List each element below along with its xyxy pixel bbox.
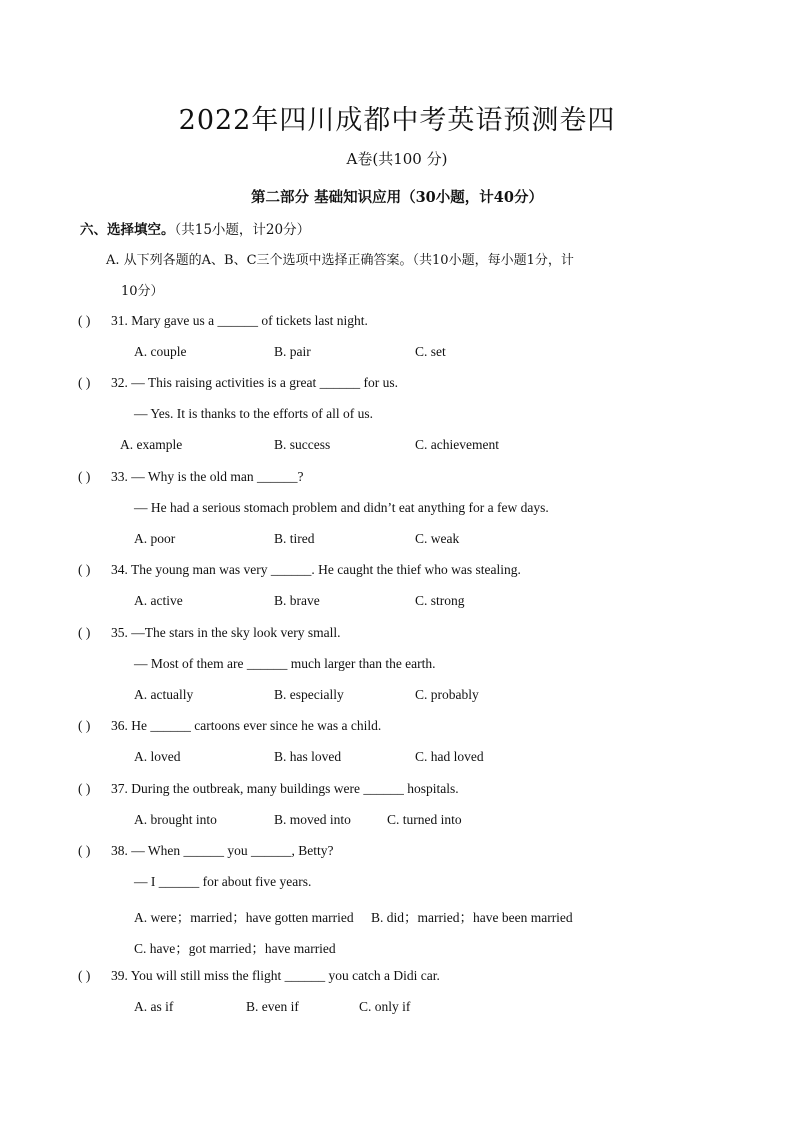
option-b: B. even if	[246, 999, 299, 1014]
option-c: C. have；got married；have married	[134, 941, 336, 956]
question-text: 31. Mary gave us a ______ of tickets last night.	[111, 313, 368, 328]
question-text: 37. During the outbreak, many buildings were ______ hospitals.	[111, 781, 459, 796]
option-b: B. pair	[274, 344, 311, 359]
option-a: A. as if	[134, 999, 174, 1014]
section-heading-note: （共15小题，计20分）	[174, 222, 311, 238]
option-c: C. had loved	[415, 749, 484, 764]
option-b: B. especially	[274, 687, 344, 702]
question-reply: — Most of them are ______ much larger than the earth.	[134, 656, 436, 671]
option-b: B. has loved	[274, 749, 342, 764]
question-text: 33. — Why is the old man ______?	[111, 469, 304, 484]
instruction-line-1: A. 从下列各题的A、B、C三个选项中选择正确答案。（共10小题，每小题1分，计	[106, 253, 574, 268]
option-a: A. were；married；have gotten married	[134, 910, 354, 925]
option-c: C. probably	[415, 687, 479, 702]
page-title: 2022年四川成都中考英语预测卷四	[178, 105, 616, 136]
question-reply: — He had a serious stomach problem and didn’t eat anything for a few days.	[134, 500, 549, 515]
answer-blank[interactable]: ( )	[78, 562, 91, 577]
answer-blank[interactable]: ( )	[78, 313, 91, 328]
option-c: C. turned into	[387, 812, 462, 827]
option-b: B. did；married；have been married	[371, 910, 573, 925]
page-subtitle: A卷(共100 分)	[346, 150, 448, 168]
option-a: A. actually	[134, 687, 194, 702]
option-c: C. only if	[359, 999, 411, 1014]
section-heading-label: 六、选择填空。	[80, 222, 175, 238]
question-text: 32. — This raising activities is a great ______ for us.	[111, 375, 398, 390]
option-b: B. moved into	[274, 812, 351, 827]
option-b: B. brave	[274, 593, 320, 608]
option-a: A. active	[134, 593, 183, 608]
option-a: A. poor	[134, 531, 176, 546]
answer-blank[interactable]: ( )	[78, 968, 91, 983]
option-a: A. couple	[134, 344, 187, 359]
question-reply: — I ______ for about five years.	[134, 874, 312, 889]
option-c: C. achievement	[415, 437, 499, 452]
instruction-line-2: 10分）	[121, 284, 164, 299]
section-heading	[80, 218, 310, 238]
option-b: B. success	[274, 437, 331, 452]
part-heading: 第二部分 基础知识应用（30小题，计40分）	[251, 189, 543, 206]
question-text: 39. You will still miss the flight ______ you catch a Didi car.	[111, 968, 440, 983]
option-c: C. weak	[415, 531, 460, 546]
question-text: 38. — When ______ you ______, Betty?	[111, 843, 334, 858]
option-a: A. brought into	[134, 812, 217, 827]
option-c: C. strong	[415, 593, 465, 608]
answer-blank[interactable]: ( )	[78, 469, 91, 484]
question-reply: — Yes. It is thanks to the efforts of all of us.	[134, 406, 373, 421]
option-a: A. example	[120, 437, 183, 452]
option-a: A. loved	[134, 749, 181, 764]
answer-blank[interactable]: ( )	[78, 718, 91, 733]
question-text: 36. He ______ cartoons ever since he was a child.	[111, 718, 382, 733]
option-c: C. set	[415, 344, 446, 359]
question-text: 35. —The stars in the sky look very small.	[111, 625, 341, 640]
answer-blank[interactable]: ( )	[78, 625, 91, 640]
answer-blank[interactable]: ( )	[78, 375, 91, 390]
answer-blank[interactable]: ( )	[78, 843, 91, 858]
option-b: B. tired	[274, 531, 315, 546]
question-text: 34. The young man was very ______. He caught the thief who was stealing.	[111, 562, 521, 577]
answer-blank[interactable]: ( )	[78, 781, 91, 796]
